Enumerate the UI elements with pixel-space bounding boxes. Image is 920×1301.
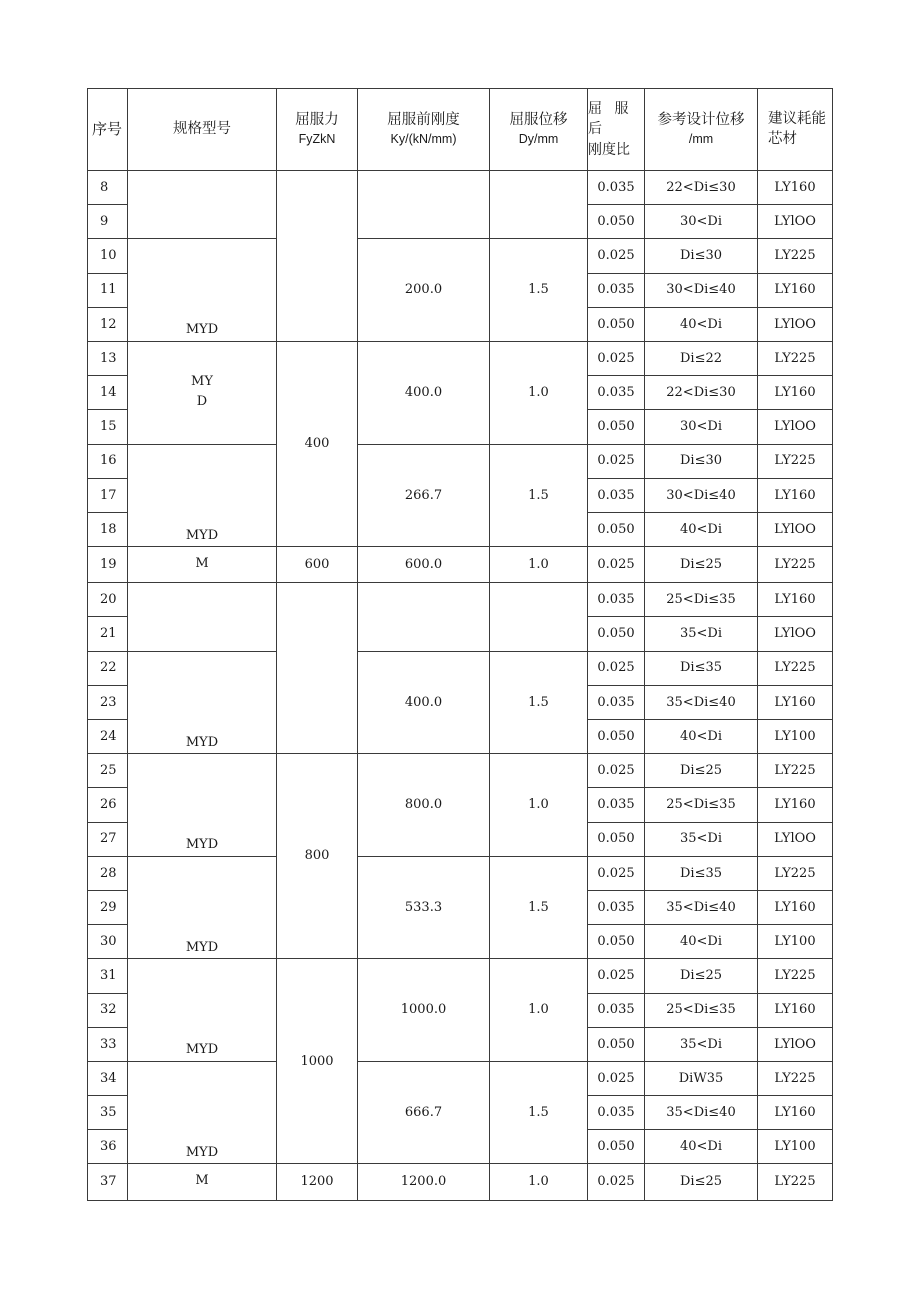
material-cell: LY100 bbox=[758, 720, 833, 754]
row-seq: 32 bbox=[88, 993, 128, 1027]
post-ratio-cell: 0.035 bbox=[588, 273, 645, 307]
row-seq: 31 bbox=[88, 959, 128, 993]
pre-stiffness-cell: 1200.0 bbox=[358, 1164, 490, 1200]
post-ratio-cell: 0.050 bbox=[588, 822, 645, 856]
model-cell bbox=[128, 856, 277, 959]
ref-disp-cell: 40<Di bbox=[645, 1130, 758, 1164]
ref-disp-cell: 35<Di bbox=[645, 617, 758, 651]
material-cell: LY225 bbox=[758, 444, 833, 478]
material-cell: LY100 bbox=[758, 925, 833, 959]
row-seq: 9 bbox=[88, 205, 128, 239]
table-row bbox=[88, 959, 833, 993]
pre-stiffness-cell: 533.3 bbox=[358, 856, 490, 959]
ref-disp-cell: Di≤25 bbox=[645, 547, 758, 583]
model-cell bbox=[128, 651, 277, 754]
model-cell bbox=[128, 1164, 277, 1200]
yield-force-cell: 1000 bbox=[277, 959, 358, 1164]
ref-disp-cell: Di≤30 bbox=[645, 239, 758, 273]
yield-disp-cell bbox=[490, 583, 588, 651]
post-ratio-cell: 0.050 bbox=[588, 1027, 645, 1061]
material-cell: LYlOO bbox=[758, 617, 833, 651]
row-seq: 14 bbox=[88, 376, 128, 410]
table-row bbox=[88, 444, 833, 478]
ref-disp-cell: 30<Di≤40 bbox=[645, 478, 758, 512]
model-cell bbox=[128, 959, 277, 1062]
model-cell bbox=[128, 239, 277, 342]
ref-disp-cell: Di≤25 bbox=[645, 1164, 758, 1200]
material-cell: LY160 bbox=[758, 273, 833, 307]
post-ratio-cell: 0.025 bbox=[588, 651, 645, 685]
yield-force-cell: 400 bbox=[277, 341, 358, 546]
pre-stiffness-cell bbox=[358, 171, 490, 239]
material-cell: LY225 bbox=[758, 1164, 833, 1200]
material-cell: LYlOO bbox=[758, 410, 833, 444]
post-ratio-cell: 0.025 bbox=[588, 856, 645, 890]
post-ratio-cell: 0.025 bbox=[588, 547, 645, 583]
ref-disp-cell: 35<Di bbox=[645, 822, 758, 856]
row-seq: 12 bbox=[88, 307, 128, 341]
row-seq: 37 bbox=[88, 1164, 128, 1200]
table-row bbox=[88, 547, 833, 583]
ref-disp-cell: Di≤22 bbox=[645, 341, 758, 375]
post-ratio-cell: 0.025 bbox=[588, 1164, 645, 1200]
material-cell: LYlOO bbox=[758, 512, 833, 546]
yield-disp-cell: 1.5 bbox=[490, 444, 588, 547]
ref-disp-cell: 35<Di≤40 bbox=[645, 890, 758, 924]
material-cell: LY225 bbox=[758, 856, 833, 890]
material-cell: LYlOO bbox=[758, 1027, 833, 1061]
pre-stiffness-cell: 400.0 bbox=[358, 651, 490, 754]
table-row bbox=[88, 239, 833, 273]
yield-disp-cell: 1.0 bbox=[490, 1164, 588, 1200]
pre-stiffness-cell: 666.7 bbox=[358, 1061, 490, 1164]
ref-disp-cell: 30<Di bbox=[645, 205, 758, 239]
material-cell: LY160 bbox=[758, 788, 833, 822]
model-label: M bbox=[195, 555, 209, 571]
model-cell bbox=[128, 1061, 277, 1164]
post-ratio-cell: 0.025 bbox=[588, 341, 645, 375]
yield-force-cell bbox=[277, 171, 358, 342]
post-ratio-cell: 0.050 bbox=[588, 410, 645, 444]
pre-stiffness-cell: 800.0 bbox=[358, 754, 490, 857]
pre-stiffness-cell bbox=[358, 583, 490, 651]
post-ratio-cell: 0.025 bbox=[588, 959, 645, 993]
post-ratio-cell: 0.035 bbox=[588, 993, 645, 1027]
ref-disp-cell: 25<Di≤35 bbox=[645, 993, 758, 1027]
row-seq: 10 bbox=[88, 239, 128, 273]
material-cell: LYlOO bbox=[758, 822, 833, 856]
header-model: 规格型号 bbox=[128, 89, 277, 171]
post-ratio-cell: 0.035 bbox=[588, 788, 645, 822]
material-cell: LY225 bbox=[758, 651, 833, 685]
material-cell: LY160 bbox=[758, 1096, 833, 1130]
pre-stiffness-cell: 200.0 bbox=[358, 239, 490, 342]
pre-stiffness-cell: 266.7 bbox=[358, 444, 490, 547]
material-cell: LY225 bbox=[758, 239, 833, 273]
ref-disp-cell: 40<Di bbox=[645, 307, 758, 341]
row-seq: 30 bbox=[88, 925, 128, 959]
row-seq: 29 bbox=[88, 890, 128, 924]
yield-disp-cell: 1.0 bbox=[490, 754, 588, 857]
pre-stiffness-cell: 400.0 bbox=[358, 341, 490, 444]
row-seq: 8 bbox=[88, 171, 128, 205]
model-label: M bbox=[195, 1173, 209, 1189]
table-row bbox=[88, 651, 833, 685]
post-ratio-cell: 0.035 bbox=[588, 685, 645, 719]
row-seq: 35 bbox=[88, 1096, 128, 1130]
model-label: MYD bbox=[185, 322, 219, 338]
yield-force-cell bbox=[277, 583, 358, 754]
model-label: D bbox=[196, 393, 208, 409]
post-ratio-cell: 0.050 bbox=[588, 617, 645, 651]
model-cell bbox=[128, 444, 277, 547]
ref-disp-cell: 30<Di bbox=[645, 410, 758, 444]
post-ratio-cell: 0.025 bbox=[588, 239, 645, 273]
model-cell bbox=[128, 547, 277, 583]
model-label: MYD bbox=[185, 939, 219, 955]
post-ratio-cell: 0.035 bbox=[588, 583, 645, 617]
header-yield-force: 屈服力 FyZkN bbox=[277, 89, 358, 171]
ref-disp-cell: DiW35 bbox=[645, 1061, 758, 1095]
row-seq: 19 bbox=[88, 547, 128, 583]
model-cell bbox=[128, 754, 277, 857]
row-seq: 25 bbox=[88, 754, 128, 788]
ref-disp-cell: Di≤35 bbox=[645, 651, 758, 685]
yield-disp-cell: 1.5 bbox=[490, 856, 588, 959]
material-cell: LY225 bbox=[758, 754, 833, 788]
model-label: MYD bbox=[185, 734, 219, 750]
pre-stiffness-cell: 600.0 bbox=[358, 547, 490, 583]
ref-disp-cell: 25<Di≤35 bbox=[645, 583, 758, 617]
ref-disp-cell: 35<Di≤40 bbox=[645, 685, 758, 719]
pre-stiffness-cell: 1000.0 bbox=[358, 959, 490, 1062]
damper-spec-table bbox=[87, 88, 833, 1201]
ref-disp-cell: Di≤25 bbox=[645, 754, 758, 788]
yield-disp-cell: 1.0 bbox=[490, 341, 588, 444]
header-material: 建议耗能 芯材 bbox=[758, 89, 833, 171]
ref-disp-cell: 40<Di bbox=[645, 925, 758, 959]
table-row bbox=[88, 754, 833, 788]
material-cell: LY160 bbox=[758, 890, 833, 924]
model-label: MY bbox=[191, 374, 213, 390]
ref-disp-cell: Di≤35 bbox=[645, 856, 758, 890]
model-label: MYD bbox=[185, 1042, 219, 1058]
row-seq: 23 bbox=[88, 685, 128, 719]
row-seq: 13 bbox=[88, 341, 128, 375]
table-row bbox=[88, 341, 833, 375]
header-row bbox=[88, 89, 833, 171]
row-seq: 21 bbox=[88, 617, 128, 651]
row-seq: 36 bbox=[88, 1130, 128, 1164]
material-cell: LY160 bbox=[758, 993, 833, 1027]
row-seq: 17 bbox=[88, 478, 128, 512]
row-seq: 34 bbox=[88, 1061, 128, 1095]
ref-disp-cell: Di≤25 bbox=[645, 959, 758, 993]
ref-disp-cell: 25<Di≤35 bbox=[645, 788, 758, 822]
post-ratio-cell: 0.035 bbox=[588, 890, 645, 924]
yield-disp-cell: 1.5 bbox=[490, 239, 588, 342]
post-ratio-cell: 0.035 bbox=[588, 478, 645, 512]
header-pre-stiffness: 屈服前刚度 Ky/(kN/mm) bbox=[358, 89, 490, 171]
material-cell: LY160 bbox=[758, 171, 833, 205]
post-ratio-cell: 0.035 bbox=[588, 376, 645, 410]
ref-disp-cell: Di≤30 bbox=[645, 444, 758, 478]
material-cell: LY225 bbox=[758, 547, 833, 583]
row-seq: 11 bbox=[88, 273, 128, 307]
material-cell: LY225 bbox=[758, 1061, 833, 1095]
model-cell bbox=[128, 341, 277, 444]
model-label: MYD bbox=[185, 837, 219, 853]
model-label: MYD bbox=[185, 527, 219, 543]
post-ratio-cell: 0.050 bbox=[588, 307, 645, 341]
table-row bbox=[88, 171, 833, 205]
yield-disp-cell: 1.0 bbox=[490, 959, 588, 1062]
material-cell: LY225 bbox=[758, 959, 833, 993]
post-ratio-cell: 0.025 bbox=[588, 754, 645, 788]
row-seq: 28 bbox=[88, 856, 128, 890]
ref-disp-cell: 40<Di bbox=[645, 512, 758, 546]
ref-disp-cell: 40<Di bbox=[645, 720, 758, 754]
header-ref-disp: 参考设计位移 /mm bbox=[645, 89, 758, 171]
ref-disp-cell: 35<Di≤40 bbox=[645, 1096, 758, 1130]
yield-force-cell: 800 bbox=[277, 754, 358, 959]
row-seq: 33 bbox=[88, 1027, 128, 1061]
post-ratio-cell: 0.050 bbox=[588, 512, 645, 546]
post-ratio-cell: 0.035 bbox=[588, 1096, 645, 1130]
material-cell: LY160 bbox=[758, 478, 833, 512]
material-cell: LYlOO bbox=[758, 205, 833, 239]
header-seq: 序号 bbox=[88, 89, 128, 171]
ref-disp-cell: 30<Di≤40 bbox=[645, 273, 758, 307]
post-ratio-cell: 0.035 bbox=[588, 171, 645, 205]
table-row bbox=[88, 583, 833, 617]
table-row bbox=[88, 1061, 833, 1095]
row-seq: 18 bbox=[88, 512, 128, 546]
yield-disp-cell: 1.5 bbox=[490, 1061, 588, 1164]
table-row bbox=[88, 856, 833, 890]
post-ratio-cell: 0.025 bbox=[588, 1061, 645, 1095]
header-post-ratio: 屈 服 后 刚度比 bbox=[588, 89, 645, 171]
row-seq: 16 bbox=[88, 444, 128, 478]
yield-disp-cell: 1.5 bbox=[490, 651, 588, 754]
table-body bbox=[88, 171, 833, 1201]
table-row bbox=[88, 1164, 833, 1200]
yield-disp-cell bbox=[490, 171, 588, 239]
material-cell: LY100 bbox=[758, 1130, 833, 1164]
material-cell: LY160 bbox=[758, 376, 833, 410]
post-ratio-cell: 0.050 bbox=[588, 925, 645, 959]
material-cell: LY160 bbox=[758, 685, 833, 719]
row-seq: 24 bbox=[88, 720, 128, 754]
ref-disp-cell: 22<Di≤30 bbox=[645, 171, 758, 205]
yield-disp-cell: 1.0 bbox=[490, 547, 588, 583]
model-cell bbox=[128, 171, 277, 239]
material-cell: LYlOO bbox=[758, 307, 833, 341]
model-label: MYD bbox=[185, 1144, 219, 1160]
header-yield-disp: 屈服位移 Dy/mm bbox=[490, 89, 588, 171]
post-ratio-cell: 0.050 bbox=[588, 1130, 645, 1164]
model-cell bbox=[128, 583, 277, 651]
row-seq: 27 bbox=[88, 822, 128, 856]
row-seq: 15 bbox=[88, 410, 128, 444]
material-cell: LY225 bbox=[758, 341, 833, 375]
post-ratio-cell: 0.025 bbox=[588, 444, 645, 478]
post-ratio-cell: 0.050 bbox=[588, 205, 645, 239]
row-seq: 22 bbox=[88, 651, 128, 685]
row-seq: 26 bbox=[88, 788, 128, 822]
post-ratio-cell: 0.050 bbox=[588, 720, 645, 754]
yield-force-cell: 1200 bbox=[277, 1164, 358, 1200]
material-cell: LY160 bbox=[758, 583, 833, 617]
ref-disp-cell: 35<Di bbox=[645, 1027, 758, 1061]
row-seq: 20 bbox=[88, 583, 128, 617]
yield-force-cell: 600 bbox=[277, 547, 358, 583]
ref-disp-cell: 22<Di≤30 bbox=[645, 376, 758, 410]
